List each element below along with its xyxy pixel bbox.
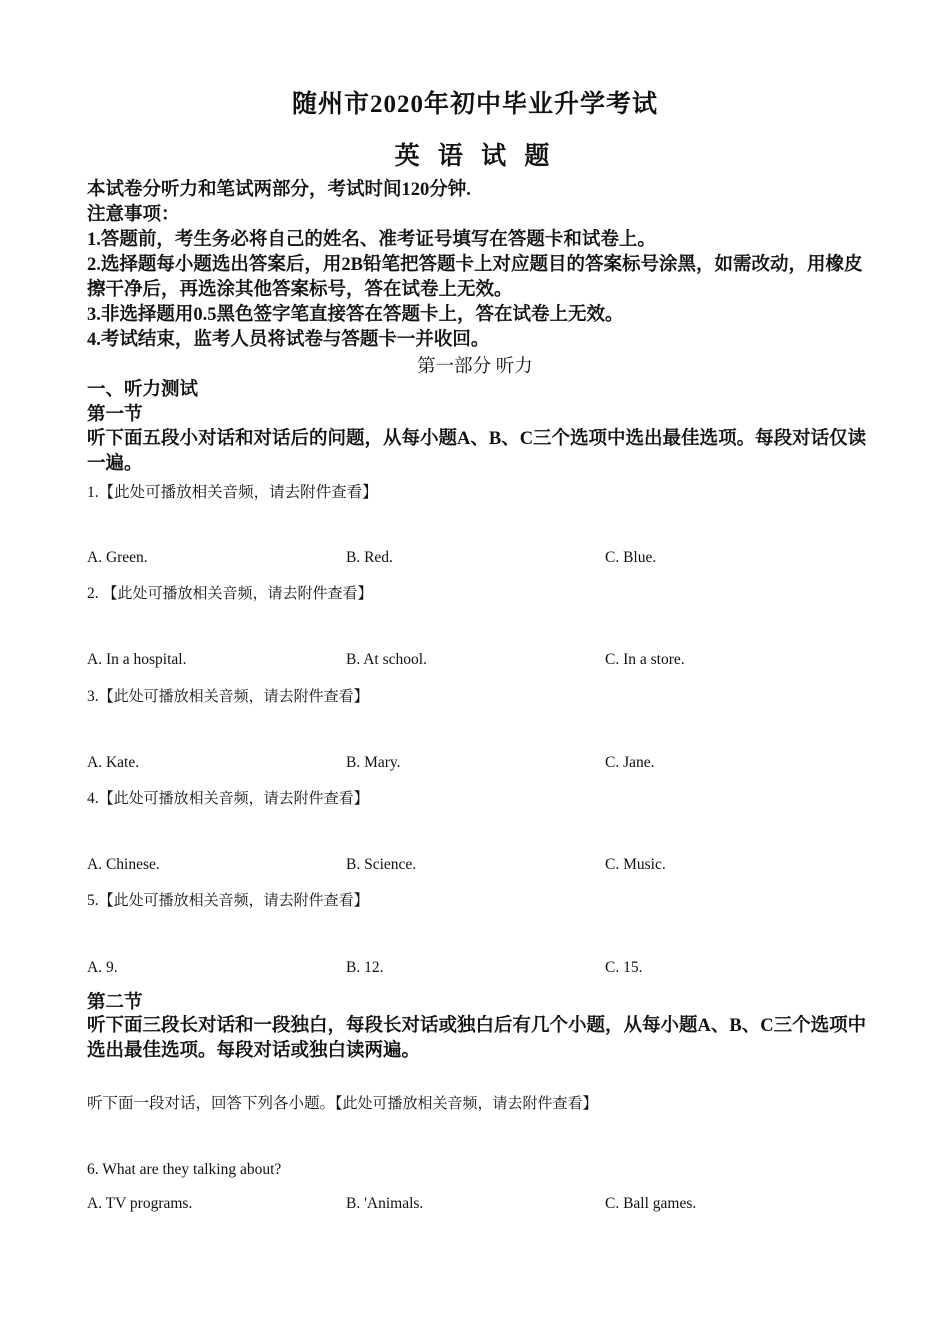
prompt-text: 听下面一段对话，回答下列各小题。: [87, 1095, 336, 1112]
audio-placeholder[interactable]: 【此处可播放相关音频，请去附件查看】: [102, 584, 373, 602]
section2-label: 第二节: [87, 993, 143, 1013]
audio-placeholder[interactable]: 【此处可播放相关音频，请去附件查看】: [98, 891, 369, 909]
section2-directions: 听下面三段长对话和一段独白，每段长对话或独白后有几个小题，从每小题A、B、C三个选项中选出最佳选项。每段对话或独白读两遍。: [87, 1016, 867, 1061]
exam-subtitle: 英 语 试 题: [394, 143, 556, 170]
option-a: A. In a hospital.: [87, 651, 187, 668]
question-number: 4.: [87, 790, 99, 807]
option-c: C. Jane.: [605, 754, 655, 771]
option-c: C. 15.: [605, 959, 643, 976]
option-b: B. 12.: [346, 959, 384, 976]
question-number: 5.: [87, 892, 99, 909]
section1-label: 第一节: [87, 405, 143, 425]
option-a: A. Chinese.: [87, 856, 160, 873]
notice-heading: 注意事项：: [87, 205, 180, 225]
question-3: [87, 685, 369, 706]
option-c: C. Blue.: [605, 549, 657, 566]
question-number: 3.: [87, 688, 99, 705]
question-6: 6. What are they talking about?: [87, 1161, 282, 1178]
question-1: [87, 480, 378, 502]
option-a: A. TV programs.: [87, 1195, 193, 1212]
question-5: [87, 889, 369, 910]
option-b: B. 'Animals.: [346, 1195, 424, 1212]
question-number: 2.: [87, 585, 103, 602]
section1-directions: 听下面五段小对话和对话后的问题，从每小题A、B、C三个选项中选出最佳选项。每段对话仅读一遍。: [87, 429, 867, 474]
option-b: B. Science.: [346, 856, 417, 873]
notice-item-2: 2.选择题每小题选出答案后，用2B铅笔把答题卡上对应题目的答案标号涂黑，如需改动，用橡皮擦干净后，再选涂其他答案标号，答在试卷上无效。: [87, 255, 863, 300]
option-b: B. Mary.: [346, 754, 401, 771]
exam-title: 随州市2020年初中毕业升学考试: [291, 91, 658, 118]
option-a: A. Green.: [87, 549, 148, 566]
exam-intro: 本试卷分听力和笔试两部分，考试时间120分钟.: [87, 180, 471, 200]
option-a: A. 9.: [87, 959, 118, 976]
notice-item-3: 3.非选择题用0.5黑色签字笔直接答在答题卡上，答在试卷上无效。: [87, 305, 624, 325]
dialogue-prompt: [87, 1091, 598, 1113]
option-b: B. At school.: [346, 651, 427, 668]
option-c: C. Ball games.: [605, 1195, 697, 1212]
part1-heading: 第一部分 听力: [417, 357, 533, 377]
question-number: 1.: [87, 484, 99, 501]
listening-section-title: 一、听力测试: [87, 380, 199, 400]
audio-placeholder[interactable]: 【此处可播放相关音频，请去附件查看】: [98, 789, 369, 807]
question-2: [87, 582, 373, 603]
audio-placeholder[interactable]: 【此处可播放相关音频，请去附件查看】: [98, 687, 369, 705]
option-c: C. In a store.: [605, 651, 685, 668]
option-c: C. Music.: [605, 856, 666, 873]
question-4: [87, 787, 369, 808]
notice-item-4: 4.考试结束，监考人员将试卷与答题卡一并收回。: [87, 330, 490, 350]
notice-item-1: 1.答题前，考生务必将自己的姓名、准考证号填写在答题卡和试卷上。: [87, 230, 656, 250]
audio-placeholder[interactable]: 【此处可播放相关音频，请去附件查看】: [335, 1094, 598, 1112]
audio-placeholder[interactable]: 【此处可播放相关音频，请去附件查看】: [98, 484, 378, 501]
option-a: A. Kate.: [87, 754, 140, 771]
option-b: B. Red.: [346, 549, 393, 566]
